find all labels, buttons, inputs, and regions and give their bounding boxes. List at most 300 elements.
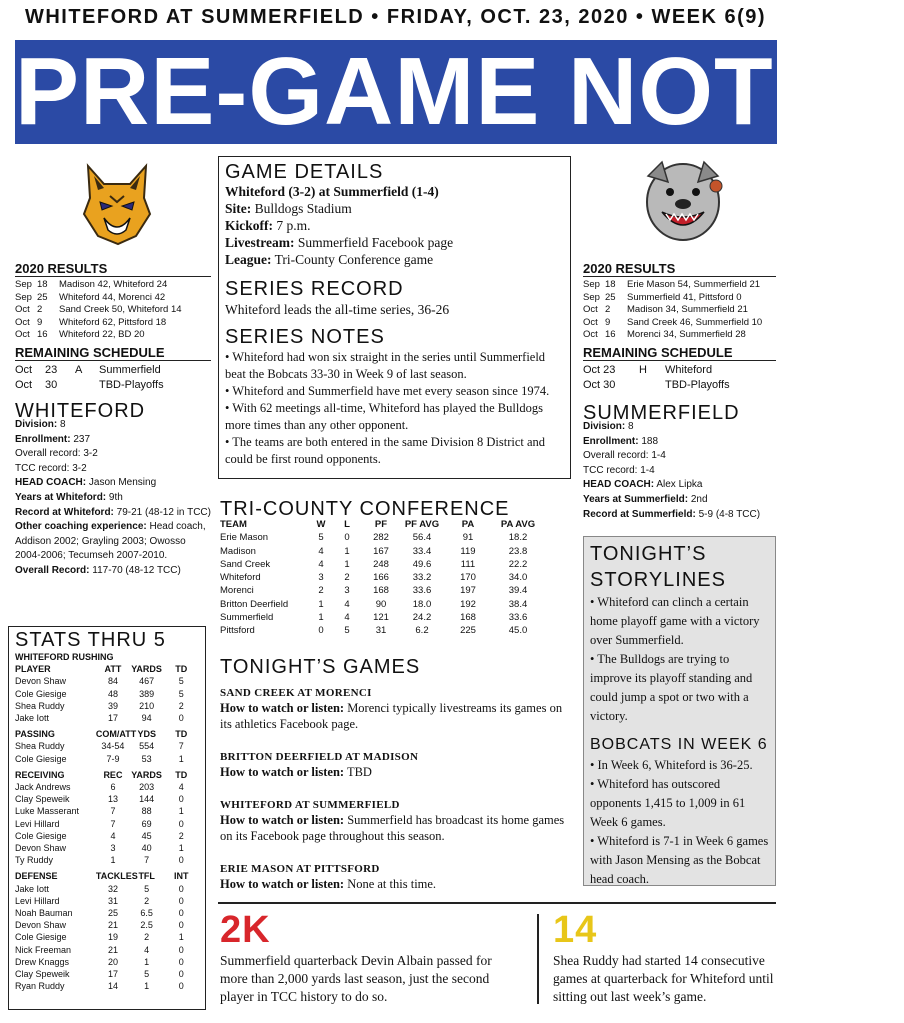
standings-row [220, 598, 574, 611]
big-stat-2k: 2K [220, 909, 271, 951]
schedule-title: REMAINING SCHEDULE [583, 346, 776, 361]
stats-row [15, 793, 199, 805]
stats-box [8, 626, 206, 1010]
stats-column-header: REC [103, 769, 123, 780]
series-note: • With 62 meetings all-time, Whiteford has played the Bulldogs more times than any other opponent. [225, 401, 543, 432]
storyline: • Whiteford can clinch a certain home playoff game with a victory over Summerfield. [590, 595, 760, 647]
schedule-date: Oct 30 [583, 378, 616, 391]
stats-cell: 5 [178, 688, 184, 699]
results-list [583, 279, 776, 342]
result-text: Whiteford 44, Morenci 42 [59, 291, 166, 303]
standings-cell: 0 [318, 625, 324, 637]
info-value: 79-21 (48-12 in TCC) [113, 506, 211, 518]
standings-cell: 168 [460, 612, 476, 624]
bottom-divider [537, 914, 539, 1004]
standings-cell: 121 [373, 612, 389, 624]
info-value: 2nd [688, 493, 708, 505]
column-header: PA [461, 519, 475, 530]
watch-label: How to watch or listen: [220, 701, 345, 715]
info-label: HEAD COACH: [583, 479, 655, 491]
matchup: Whiteford (3-2) at Summerfield (1-4) [225, 184, 439, 199]
info-label: Record at Whiteford: [15, 506, 114, 518]
column-header: PA AVG [500, 519, 536, 530]
stats-cell: Devon Shaw [15, 920, 67, 931]
bottom-rule [218, 902, 776, 904]
stats-column-header: YARDS [131, 769, 162, 780]
standings-cell: 4 [318, 545, 324, 557]
stats-cell: 4 [144, 944, 150, 955]
standings-cell: Sand Creek [220, 558, 271, 570]
stats-cell: 0 [178, 969, 184, 980]
result-month: Oct [15, 329, 30, 341]
standings-cell: 45.0 [508, 625, 528, 637]
stats-cell: 69 [141, 818, 152, 829]
standings-row [220, 624, 574, 637]
info-line [583, 493, 776, 508]
standings-cell: 3 [318, 572, 324, 584]
header-line: WHITEFORD AT SUMMERFIELD • FRIDAY, OCT. 23, 2020 • WEEK 6(9) [24, 6, 767, 28]
stats-cell: 5 [178, 676, 184, 687]
stats-cell: Devon Shaw [15, 676, 67, 687]
schedule-opponent: Whiteford [665, 363, 713, 376]
standings-cell: 91 [462, 532, 474, 544]
stats-cell: Jack Andrews [15, 782, 71, 793]
standings-cell: Summerfield [220, 612, 274, 624]
stats-column-header: TD [175, 769, 188, 780]
stats-cell: 2 [178, 700, 184, 711]
schedule-date: Oct 23 [583, 363, 616, 376]
stats-cell: 84 [107, 676, 118, 687]
stats-cell: 7 [178, 741, 184, 752]
stats-cell: Cole Giesige [15, 753, 67, 764]
result-text: Morenci 34, Summerfield 28 [627, 329, 746, 341]
stats-row [15, 688, 199, 700]
stat-2k [220, 910, 520, 1006]
standings-cell: Whiteford [220, 572, 261, 584]
watch-text: Morenci typically livestreams its games on its athletics Facebook page. [220, 701, 563, 731]
stats-row [15, 740, 199, 752]
stats-tables [15, 663, 199, 992]
stats-row [15, 675, 199, 687]
schedule-day: 30 [45, 378, 58, 391]
schedule-opponent: Summerfield [99, 363, 161, 376]
stats-cell: 20 [107, 956, 118, 967]
stats-column-header: RECEIVING [15, 769, 65, 780]
result-day: 16 [37, 329, 48, 341]
stats-table [15, 663, 199, 724]
column-header: W [316, 519, 326, 530]
standings-cell: 56.4 [412, 532, 432, 544]
standings-row [220, 571, 574, 584]
stats-column-header: DEFENSE [15, 871, 58, 882]
team-info [583, 420, 776, 522]
info-line [15, 520, 211, 564]
result-day: 2 [37, 304, 43, 316]
info-line [583, 464, 776, 479]
stats-cell: 0 [178, 908, 184, 919]
stats-cell: 467 [139, 676, 155, 687]
stats-cell: 144 [139, 794, 155, 805]
stats-row [15, 919, 199, 931]
stats-cell: 0 [178, 855, 184, 866]
stats-cell: 0 [178, 920, 184, 931]
result-month: Sep [583, 279, 600, 290]
standings-cell: 170 [460, 572, 476, 584]
stats-cell: 1 [178, 753, 184, 764]
standings-cell: Pittsford [220, 625, 255, 637]
stats-cell: Cole Giesige [15, 688, 67, 699]
games-list [220, 686, 574, 892]
info-label: Years at Whiteford: [15, 491, 107, 503]
info-label: Enrollment: [583, 435, 639, 447]
info-value: Overall record: 3-2 [15, 448, 98, 460]
stats-cell: 17 [107, 713, 118, 724]
stats-cell: 1 [110, 855, 116, 866]
stats-row [15, 712, 199, 724]
standings-row [220, 584, 574, 597]
week6-note: • In Week 6, Whiteford is 36-25. [590, 758, 753, 772]
stats-header [15, 663, 199, 675]
team-title: WHITEFORD [15, 399, 146, 422]
stats-cell: Ty Ruddy [15, 855, 54, 866]
result-row [583, 329, 776, 342]
stats-cell: 2 [144, 932, 150, 943]
result-month: Sep [583, 291, 600, 303]
stats-cell: Levi Hillard [15, 818, 60, 829]
info-line [15, 462, 211, 477]
info-line [583, 508, 776, 523]
stats-cell: Jake Iott [15, 883, 50, 894]
info-line [583, 435, 776, 450]
stats-row [15, 895, 199, 907]
result-row [15, 279, 211, 292]
stats-column-header: PASSING [15, 729, 55, 740]
schedule-month: Oct [15, 378, 33, 391]
schedule-list [583, 363, 776, 393]
info-line [15, 447, 211, 462]
info-value: Head coach, Addison 2002; Grayling 2003; Owosso 2004-2006; Tecumseh 2007-2010. [15, 521, 206, 562]
stats-table [15, 728, 199, 765]
standings-cell: 197 [460, 585, 476, 597]
stats-cell: 0 [178, 883, 184, 894]
standings-cell: 1 [318, 612, 324, 624]
stats-header [15, 769, 199, 781]
stats-cell: 7 [144, 855, 150, 866]
standings-cell: 1 [344, 545, 350, 557]
result-day: 25 [605, 291, 616, 303]
standings-cell: Morenci [220, 585, 254, 597]
stats-cell: 7 [110, 806, 116, 817]
info-value: 188 [638, 435, 659, 447]
standings-cell: 90 [375, 598, 387, 610]
series-note: • Whiteford had won six straight in the series until Summerfield beat the Bobcats 33-30 in Week 9 of last season. [225, 350, 546, 381]
result-row [583, 279, 776, 292]
stats-row [15, 805, 199, 817]
stats-column-header: TD [175, 729, 188, 740]
standings-cell: 192 [460, 598, 476, 610]
stats-cell: 1 [178, 932, 184, 943]
results-title: 2020 RESULTS [15, 262, 211, 277]
info-line [15, 476, 211, 491]
storylines-title-2: STORYLINES [590, 569, 726, 591]
result-month: Oct [583, 329, 598, 341]
stats-cell: 0 [178, 818, 184, 829]
standings-cell: 1 [318, 598, 324, 610]
schedule-home-away: H [639, 363, 647, 376]
standings-row [220, 545, 574, 558]
stats-cell: 25 [107, 908, 118, 919]
game-title: BRITTON DEERFIELD AT MADISON [220, 751, 419, 763]
standings-cell: 22.2 [508, 558, 528, 570]
week6-note: • Whiteford has outscored opponents 1,415 to 1,009 in 61 Week 6 games. [590, 777, 746, 829]
game-title: ERIE MASON AT PITTSFORD [220, 863, 380, 875]
stats-cell: 1 [178, 806, 184, 817]
schedule-month: Oct [15, 363, 33, 376]
results-title: 2020 RESULTS [583, 262, 776, 277]
stats-cell: Cole Giesige [15, 932, 67, 943]
stats-cell: 1 [178, 843, 184, 854]
stats-cell: 0 [178, 956, 184, 967]
standings-cell: 31 [375, 625, 387, 637]
stats-cell: 14 [107, 981, 118, 992]
storylines-list [590, 593, 769, 726]
schedule-row [583, 363, 776, 378]
game-body [220, 700, 574, 732]
info-line [15, 506, 211, 521]
stats-cell: Levi Hillard [15, 895, 60, 906]
standings-cell: 33.6 [508, 612, 528, 624]
standings-cell: 168 [373, 585, 389, 597]
stats-cell: 7 [110, 818, 116, 829]
standings-cell: 119 [460, 545, 476, 557]
stats-cell: 1 [144, 981, 150, 992]
stats-cell: 7-9 [106, 753, 120, 764]
result-text: Sand Creek 46, Summerfield 10 [627, 316, 763, 328]
game-body [220, 876, 574, 892]
stats-cell: 0 [178, 944, 184, 955]
stats-cell: 88 [141, 806, 152, 817]
series-notes-title: SERIES NOTES [225, 326, 385, 348]
standings-cell: Britton Deerfield [220, 598, 289, 610]
standings-cell: 4 [318, 558, 324, 570]
stats-cell: 0 [178, 895, 184, 906]
stats-cell: Drew Knaggs [15, 956, 70, 967]
big-stat-14: 14 [553, 909, 598, 951]
standings-cell: 49.6 [412, 558, 432, 570]
stats-cell: 2 [144, 895, 150, 906]
result-day: 16 [605, 329, 616, 341]
game-details-box [218, 156, 571, 479]
stats-column-header: ATT [104, 664, 122, 675]
result-row [15, 329, 211, 342]
stats-column-header: TD [175, 664, 188, 675]
info-value: 9th [106, 491, 123, 503]
stats-cell: 1 [144, 956, 150, 967]
info-value: 8 [625, 420, 634, 432]
result-text: Sand Creek 50, Whiteford 14 [59, 304, 182, 316]
standings-cell: 33.6 [412, 585, 432, 597]
whiteford-column [15, 262, 211, 579]
standings-row [220, 531, 574, 544]
standings-cell: 4 [344, 598, 350, 610]
stat-2k-text: Summerfield quarterback Devin Albain passed for more than 2,000 yards last season, just the second player in TCC history to do so. [220, 953, 492, 1004]
info-label: Other coaching experience: [15, 521, 147, 533]
schedule-opponent: TBD-Playoffs [99, 378, 164, 391]
schedule-row [15, 378, 211, 393]
standings-cell: 23.8 [508, 545, 528, 557]
info-line [15, 433, 211, 448]
result-text: Summerfield 41, Pittsford 0 [627, 291, 742, 303]
watch-label: How to watch or listen: [220, 877, 345, 891]
kickoff-line: Kickoff: 7 p.m. [225, 218, 311, 233]
rushing-title: WHITEFORD RUSHING [15, 652, 114, 662]
standings-cell: 33.2 [412, 572, 432, 584]
stats-cell: 94 [141, 713, 152, 724]
stats-cell: 210 [139, 700, 155, 711]
info-value: TCC record: 1-4 [583, 464, 655, 476]
games-title: TONIGHT’S GAMES [220, 656, 421, 678]
watch-label: How to watch or listen: [220, 765, 345, 779]
stats-column-header: YDS [137, 729, 156, 740]
stats-column-header: TFL [138, 871, 155, 882]
game-details-title: GAME DETAILS [225, 161, 384, 183]
standings-cell: 38.4 [508, 598, 528, 610]
standings-table [220, 518, 574, 638]
standings-cell: 1 [344, 558, 350, 570]
watch-text: TBD [344, 765, 372, 779]
stats-cell: 21 [107, 944, 118, 955]
result-text: Whiteford 62, Pittsford 18 [59, 316, 167, 328]
stats-cell: Devon Shaw [15, 843, 67, 854]
storylines-box [583, 536, 776, 886]
stats-row [15, 980, 199, 992]
result-text: Whiteford 22, BD 20 [59, 329, 145, 341]
stats-column-header: COM/ATT [95, 729, 137, 740]
standings-cell: 2 [318, 585, 324, 597]
result-row [583, 292, 776, 305]
info-value: 237 [70, 433, 91, 445]
result-text: Madison 42, Whiteford 24 [59, 279, 168, 290]
watch-text: None at this time. [344, 877, 437, 891]
info-label: Record at Summerfield: [583, 508, 696, 520]
info-value: 5-9 (4-8 TCC) [695, 508, 761, 520]
standings-cell: 5 [318, 532, 324, 544]
result-month: Oct [583, 316, 598, 328]
schedule-day: 23 [45, 363, 58, 376]
watch-label: How to watch or listen: [220, 813, 345, 827]
result-row [15, 292, 211, 305]
stats-row [15, 818, 199, 830]
result-day: 2 [605, 304, 611, 316]
standings-cell: 18.0 [412, 598, 432, 610]
stats-cell: Jake Iott [15, 713, 50, 724]
stats-cell: Clay Speweik [15, 794, 70, 805]
stats-column-header: YARDS [131, 664, 162, 675]
info-line [15, 491, 211, 506]
result-day: 9 [605, 316, 611, 328]
stats-column-header: PLAYER [15, 664, 51, 675]
stats-cell: 19 [107, 932, 118, 943]
stats-row [15, 883, 199, 895]
stat-14 [553, 910, 778, 1006]
stats-cell: 2 [178, 830, 184, 841]
stats-cell: 389 [139, 688, 155, 699]
watch-text: Summerfield has broadcast its home games on its Facebook page throughout this season. [220, 813, 565, 843]
stats-cell: Shea Ruddy [15, 741, 65, 752]
series-record-title: SERIES RECORD [225, 278, 404, 300]
game-body [220, 764, 574, 780]
result-text: Erie Mason 54, Summerfield 21 [627, 279, 761, 290]
column-header: TEAM [220, 519, 247, 530]
info-value: 8 [57, 418, 66, 430]
column-header: PF [374, 519, 388, 530]
result-month: Sep [15, 291, 32, 303]
stats-title: STATS THRU 5 [15, 629, 166, 651]
result-day: 18 [605, 279, 616, 290]
stats-row [15, 700, 199, 712]
storylines-title-1: TONIGHT’S [590, 543, 707, 565]
standings-cell: 248 [373, 558, 389, 570]
result-month: Oct [15, 304, 30, 316]
standings-row [220, 558, 574, 571]
standings-cell: 33.4 [412, 545, 432, 557]
stats-cell: 0 [178, 981, 184, 992]
result-month: Oct [583, 304, 598, 316]
stats-cell: 554 [139, 741, 155, 752]
standings-cell: 225 [460, 625, 476, 637]
stats-row [15, 830, 199, 842]
game-title: WHITEFORD AT SUMMERFIELD [220, 799, 400, 811]
stats-cell: Shea Ruddy [15, 700, 65, 711]
standings-cell: 111 [460, 558, 476, 570]
info-value: TCC record: 3-2 [15, 462, 87, 474]
info-value: Alex Lipka [654, 479, 703, 491]
game-body [220, 812, 574, 844]
schedule-home-away [75, 378, 99, 393]
stats-row [15, 842, 199, 854]
schedule-row [583, 378, 776, 393]
standings-cell: 282 [373, 532, 389, 544]
result-row [583, 317, 776, 330]
stats-cell: 45 [141, 830, 152, 841]
stats-cell: 32 [107, 883, 118, 894]
stats-cell: 13 [107, 794, 118, 805]
league-line: League: Tri-County Conference game [225, 252, 434, 267]
column-header: L [344, 519, 350, 530]
storyline: • The Bulldogs are trying to improve its playoff standing and could jump a spot or two with a victory. [590, 652, 753, 723]
livestream-line: Livestream: Summerfield Facebook page [225, 235, 454, 250]
team-title: SUMMERFIELD [583, 401, 740, 424]
stats-cell: Luke Masserant [15, 806, 80, 817]
stats-cell: 48 [107, 688, 118, 699]
result-day: 25 [37, 291, 48, 303]
stats-row [15, 781, 199, 793]
standings-cell: 166 [373, 572, 389, 584]
title-banner: PRE-GAME NOTES [15, 38, 904, 145]
stats-column-header: INT [173, 871, 189, 882]
schedule-title: REMAINING SCHEDULE [15, 346, 211, 361]
stats-cell: 17 [107, 969, 118, 980]
standings-cell: Erie Mason [220, 532, 269, 544]
series-note: • The teams are both entered in the same Division 8 District and could be first round opponents. [225, 435, 546, 466]
stats-cell: 34-54 [101, 741, 125, 752]
stats-cell: 53 [141, 753, 152, 764]
stats-row [15, 956, 199, 968]
standings-cell: 5 [344, 625, 350, 637]
result-day: 18 [37, 279, 48, 290]
stats-table [15, 870, 199, 992]
stats-cell: 31 [107, 895, 118, 906]
